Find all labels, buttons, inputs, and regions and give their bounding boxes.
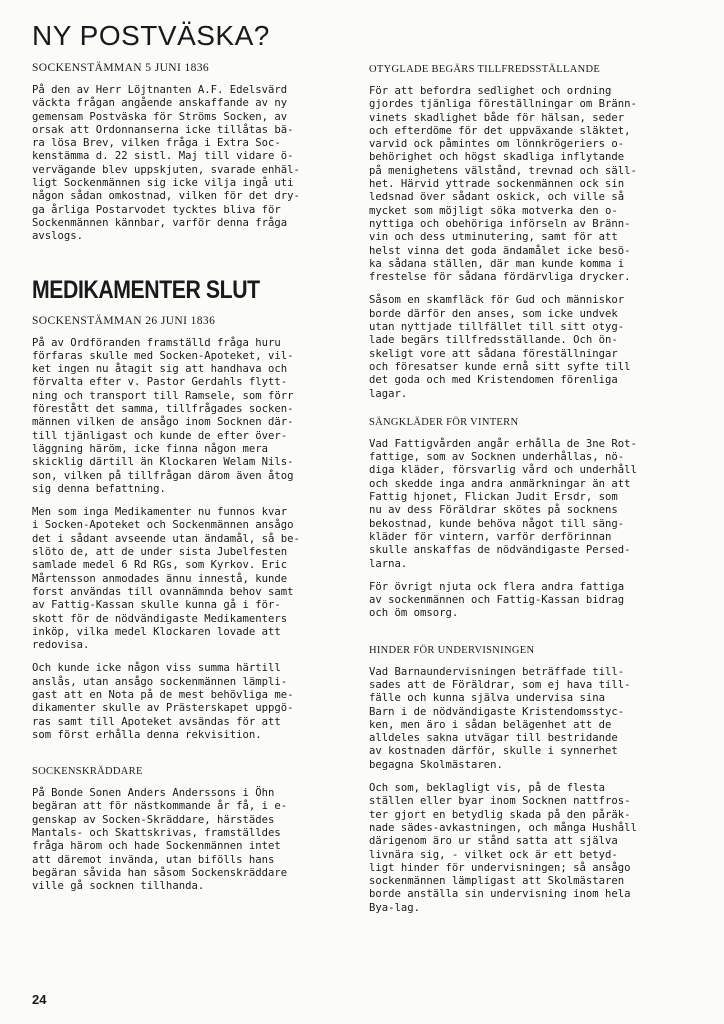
- paragraph: Och som, beklagligt vis, på de flesta ställen eller byar inom Socknen nattfros- ter gjort en betydlig skada på den påräk- nade sädes-avkastningen, och många Hushåll därigenom äro ur stånd satta att själva livnära sig, - vilket ock är ett betyd- ligt hinder för undervisningen; så ansågo sockenmännen lämpligast att Skolmästaren borde anställa sin undervisning inom hela Bya-lag.: [369, 782, 637, 914]
- article-title-postvaska: NY POSTVÄSKA?: [32, 20, 270, 51]
- page-number: 24: [32, 992, 47, 1007]
- section-heading-hinder: HINDER FÖR UNDERVISNINGEN: [369, 644, 535, 656]
- article-title-medikamenter: MEDIKAMENTER SLUT: [32, 275, 260, 304]
- paragraph: Vad Fattigvården angår erhålla de 3ne Rot- fattige, som av Socknen underhållas, nö- diga kläder, försvarlig vård och underhåll och skedde inga andra anmärkningar än att Fattig hjonet, Flickan Judit Ersdr, som nu av dess Föräldrar skötes på socknens bekostnad, kunde behöva något till säng- kläder för vintern, varför derförinnan skulle anskaffas de nödvändigaste Persed- larna.: [369, 437, 637, 570]
- right-column: [369, 64, 699, 925]
- paragraph: Och kunde icke någon viss summa härtill anslås, utan ansågo sockenmännen lämpli- gast att en Nota på de mest behövliga me- dikamenter skulle av Prästerskapet uppgö- ras samt till Apoteket avsändas för att som först erhålla denna rekvisition.: [32, 662, 294, 741]
- left-column: [32, 20, 352, 904]
- paragraph: För att befordra sedlighet och ordning gjordes tjänliga föreställningar om Bränn- vinets skadlighet både för hälsan, seder och efterdöme för det uppväxande släktet, varvid ock påmintes om lönnkrögeriers o- behörighet och högst skadliga inflytande på menighetens välstånd, trevnad och säll- het. Härvid yttrade sockenmännen ock sin ledsnad över sådant oskick, och ville så mycket som möjligt söka motverka den o- nyttiga och obehöriga införseln av Bränn- vin och dess utminutering, samt för att helst vinna det goda ändamålet icke besö- ka sådana ställen, där man kunde komma i frestelse för sådana fördärvliga drycker.: [369, 85, 637, 284]
- article-date-medikamenter: SOCKENSTÄMMAN 26 JUNI 1836: [32, 314, 216, 327]
- paragraph: För övrigt njuta ock flera andra fattiga av sockenmännen och Fattig-Kassan bidrag och öm omsorg.: [369, 580, 625, 620]
- paragraph: På Bonde Sonen Anders Anderssons i Öhn begäran att för nästkommande år få, i e- genskap av Socken-Skräddare, härstädes Mantals- och Skattskrivas, framställdes fråga härom och hade Sockenmännen intet att däremot invända, utan bifölls hans begäran såvida han såsom Sockenskräddare ville gå socknen tillhanda.: [32, 787, 288, 893]
- article-date-postvaska: SOCKENSTÄMMAN 5 JUNI 1836: [32, 62, 210, 74]
- paragraph: På den av Herr Löjtnanten A.F. Edelsvärd väckta frågan angående anskaffande av ny gemensam Postväska för Ströms Socken, av orsak att Ordonnanserna icke tillåtas bä- ra lösa Brev, vilken fråga i Extra Soc- kenstämma d. 22 sistl. Maj till vidare ö- vervägande blev uppskjuten, svarade enhäl- ligt Sockenmännen sig icke vilja ingå uti någon sådan omkostnad, vilken för det dry- ga årliga Postarvodet tycktes bliva för Sockenmännen kännbar, varför denna fråga avslogs.: [32, 84, 300, 243]
- section-heading-sockenskraddare: SOCKENSKRÄDDARE: [32, 766, 143, 778]
- section-heading-sangklader: SÄNGKLÄDER FÖR VINTERN: [369, 416, 519, 428]
- paragraph: På av Ordföranden framställd fråga huru förfaras skulle med Socken-Apoteket, vil- ket ingen nu åtagit sig att handhava och förvalta efter v. Pastor Gerdahls flytt- ning och transport till Ramsele, som förr förestått det samma, tillfrågades socken- männen vilken de ansågo inom Socknen där- till tjänligast och kunde de efter över- läggning häröm, icke finna någon mera skicklig därtill än Klockaren Welam Nils- son, vilken på tillfrågan därom även åtog sig denna befattning.: [32, 336, 294, 495]
- paragraph: Såsom en skamfläck för Gud och människor borde därför den anses, som icke undvek utan nyttjade tillfället till sitt otyg- lade begärs tillfredsställande. Och ön- skeligt vore att sådana föreställningar och föresatser kunde ernå sitt syfte till det goda och med Kristendomen förenliga lagar.: [369, 294, 631, 400]
- paragraph: Men som inga Medikamenter nu funnos kvar i Socken-Apoteket och Sockenmännen ansågo det i sådant avseende utan ändamål, så be- slöto de, att de under sista Jubelfesten samlade medel 6 Rd RGs, som Kyrkov. Eric Mårtensson anmodades ännu innestå, kunde forst användas till ovannämnda behov samt av Fattig-Kassan skulle kunna gå i för- skott för de nödvändigaste Medikamenters inköp, vilka medel Klockaren lovade att redovisa.: [32, 506, 300, 652]
- paragraph: Vad Barnaundervisningen beträffade till- sades att de Föräldrar, som ej hava till- fälle och kunna själva undervisa sina Barn i de nödvändigaste Kristendomsstyc- ken, men äro i sådan belägenhet att de alldeles sakna utvägar till bestridande av kostnaden därför, skulle i synnerhet begagna Skolmästaren.: [369, 665, 631, 771]
- section-heading-otyglade: OTYGLADE BEGÄRS TILLFREDSSTÄLLANDE: [369, 64, 601, 75]
